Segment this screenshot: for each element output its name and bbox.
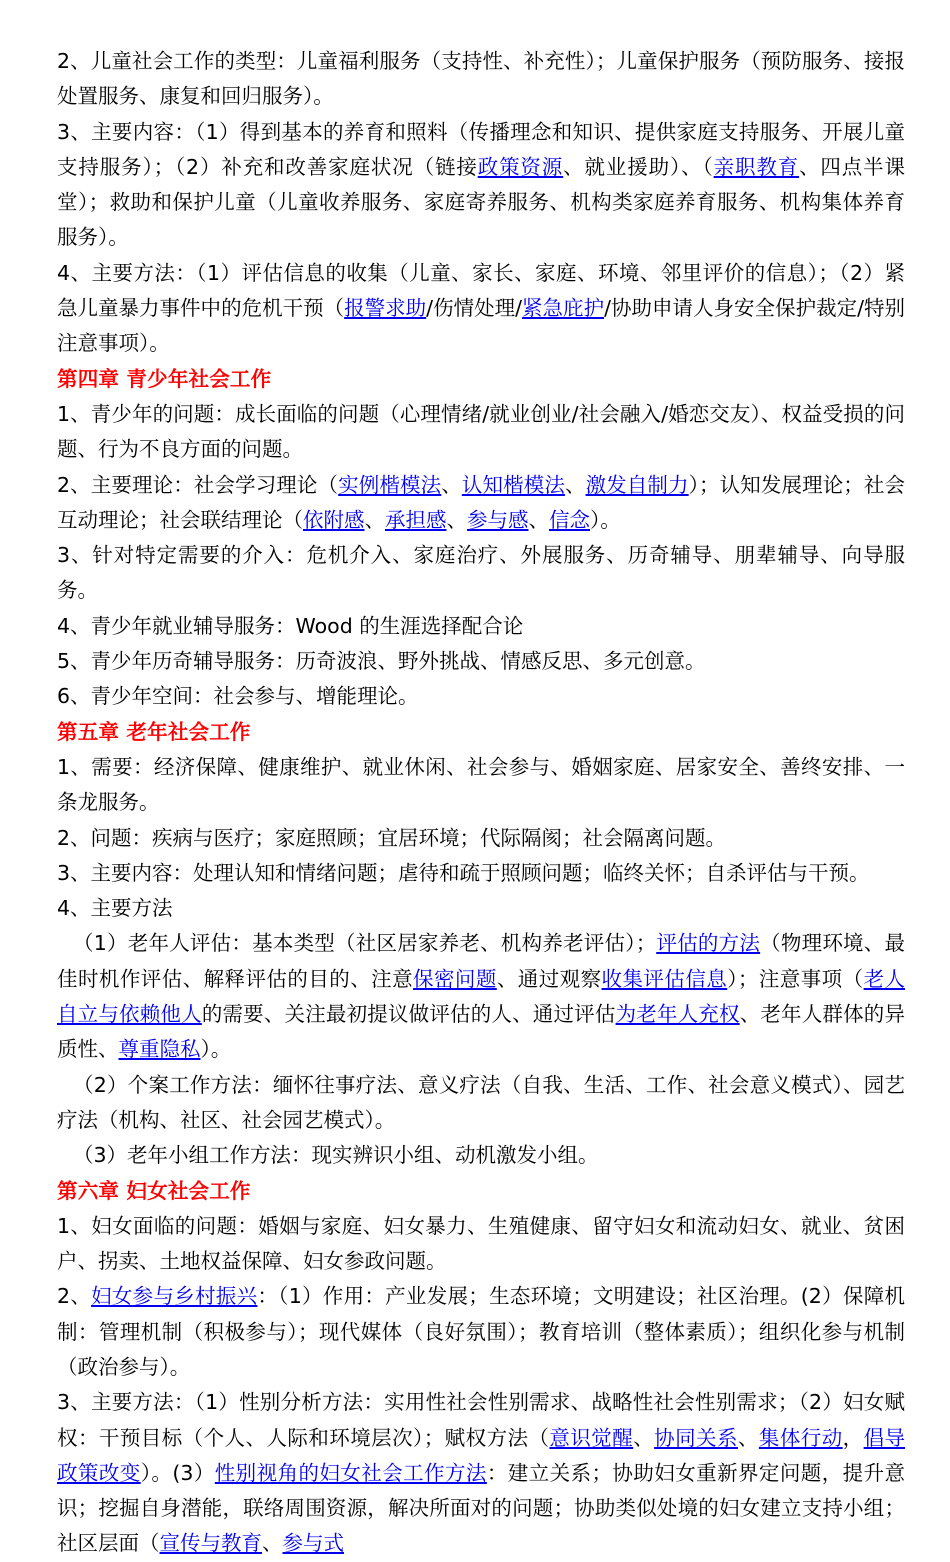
text-run: （1）老年人评估：基本类型（社区居家养老、机构养老评估）；: [73, 931, 657, 956]
body-paragraph: [57, 644, 905, 679]
text-run: 3、针对特定需要的介入：危机介入、家庭治疗、外展服务、历奇辅导、朋辈辅导、向导服务。: [57, 543, 905, 603]
hyperlink[interactable]: 老人自立与依赖他人: [57, 966, 906, 1027]
hyperlink[interactable]: 信念: [549, 507, 590, 532]
hyperlink[interactable]: 亲职教育: [713, 154, 800, 179]
text-run: 、: [737, 1425, 759, 1450]
hyperlink[interactable]: 尊重隐私: [118, 1037, 201, 1062]
hyperlink[interactable]: 协同关系: [654, 1425, 738, 1450]
text-run: （2）个案工作方法：缅怀往事疗法、意义疗法（自我、生活、工作、社会意义模式）、园艺疗法（机构、社区、社会园艺模式）。: [57, 1072, 905, 1132]
text-run: 1、妇女面临的问题：婚姻与家庭、妇女暴力、生殖健康、留守妇女和流动妇女、就业、贫困户、拐卖、土地权益保障、妇女参政问题。: [57, 1213, 905, 1274]
text-run: 、老年人群体的异质性、: [57, 1002, 905, 1062]
text-run: 、: [441, 472, 462, 497]
chapter-heading: 第五章 老年社会工作: [57, 719, 251, 744]
text-run: （3）老年小组工作方法：现实辨识小组、动机激发小组。: [73, 1143, 599, 1168]
body-paragraph: [57, 679, 905, 714]
text-run: 3、主要内容：处理认知和情绪问题；虐待和疏于照顾问题；临终关怀；自杀评估与干预。: [57, 860, 870, 885]
body-paragraph: [57, 468, 905, 539]
hyperlink[interactable]: 紧急庇护: [522, 296, 605, 321]
body-paragraph: [57, 538, 905, 609]
text-run: ，: [842, 1425, 864, 1450]
text-run: 4、主要方法: [57, 896, 173, 921]
text-run: 4、主要方法：（1）评估信息的收集（儿童、家长、家庭、环境、邻里评价的信息）；（2）紧急儿童暴力事件中的危机干预（: [57, 260, 905, 321]
text-run: 、: [262, 1531, 283, 1556]
hyperlink[interactable]: 倡导政策改变: [57, 1425, 906, 1485]
text-run: ）；注意事项（: [727, 966, 864, 991]
chapter-heading: 第六章 妇女社会工作: [57, 1178, 251, 1203]
hyperlink[interactable]: 参与感: [467, 507, 529, 532]
hyperlink[interactable]: 收集评估信息: [601, 966, 728, 991]
body-paragraph: [57, 1138, 905, 1173]
document-body: [57, 44, 905, 1562]
hyperlink[interactable]: 妇女参与乡村振兴: [91, 1284, 258, 1309]
text-run: 1、青少年的问题：成长面临的问题（心理情绪/就业创业/社会融入/婚恋交友）、权益受损的问题、行为不良方面的问题。: [57, 401, 905, 462]
hyperlink[interactable]: 保密问题: [413, 966, 497, 991]
body-paragraph: [57, 750, 905, 821]
text-run: /协助申请人身安全保护裁定/特别注意事项）。: [57, 296, 906, 356]
body-paragraph: [57, 926, 905, 1067]
hyperlink[interactable]: 意识觉醒: [549, 1425, 634, 1450]
text-run: 、: [564, 472, 586, 497]
body-paragraph: [57, 1279, 905, 1385]
hyperlink[interactable]: 评估的方法: [656, 931, 761, 956]
body-paragraph: [57, 856, 905, 891]
text-run: ：建立关系；协助妇女重新界定问题，提升意识；挖掘自身潜能，联络周围资源，解决所面对的问题；协助类似处境的妇女建立支持小组；社区层面（: [57, 1460, 906, 1556]
hyperlink[interactable]: 实例楷模法: [338, 472, 442, 497]
hyperlink[interactable]: 依附感: [303, 507, 365, 532]
hyperlink[interactable]: 承担感: [385, 507, 447, 532]
text-run: 、: [446, 507, 467, 532]
body-paragraph: [57, 115, 905, 256]
body-paragraph: [57, 891, 905, 926]
body-paragraph: [57, 1209, 905, 1280]
text-run: 的需要、关注最初提议做评估的人、通过评估: [201, 1002, 616, 1027]
text-run: 2、: [57, 1284, 92, 1309]
text-run: 4、青少年就业辅导服务：Wood 的生涯选择配合论: [57, 613, 524, 638]
body-paragraph: [57, 397, 905, 468]
text-run: 3、主要内容：（1）得到基本的养育和照料（传播理念和知识、提供家庭支持服务、开展儿童支持服务）；（2）补充和改善家庭状况（链接: [57, 119, 905, 179]
hyperlink[interactable]: 集体行动: [758, 1425, 843, 1450]
hyperlink[interactable]: 报警求助: [344, 296, 427, 321]
text-run: 5、青少年历奇辅导服务：历奇波浪、野外挑战、情感反思、多元创意。: [57, 649, 706, 674]
text-run: 3、主要方法：（1）性别分析方法：实用性社会性别需求、战略性社会性别需求；（2）妇女赋权：干预目标（个人、人际和环境层次）；赋权方法（: [57, 1390, 905, 1450]
hyperlink[interactable]: 激发自制力: [585, 472, 689, 497]
chapter-heading: 第四章 青少年社会工作: [57, 366, 272, 391]
body-paragraph: [57, 44, 905, 115]
text-run: /伤情处理/: [426, 296, 523, 321]
text-run: 、通过观察: [496, 966, 602, 991]
body-paragraph: [57, 256, 905, 362]
text-run: 、: [528, 507, 549, 532]
text-run: 1、需要：经济保障、健康维护、就业休闲、社会参与、婚姻家庭、居家安全、善终安排、一条龙服务。: [57, 754, 905, 815]
body-paragraph: [57, 609, 905, 644]
hyperlink[interactable]: 政策资源: [477, 154, 564, 179]
hyperlink[interactable]: 参与式: [282, 1531, 344, 1556]
hyperlink[interactable]: 宣传与教育: [159, 1531, 262, 1556]
hyperlink[interactable]: 认知楷模法: [461, 472, 565, 497]
text-run: ）；认知发展理论；社会互动理论；社会联结理论（: [57, 472, 906, 532]
body-paragraph: [57, 1068, 905, 1139]
text-run: ：（1）作用：产业发展；生态环境；文明建设；社区治理。(2）保障机制：管理机制（积极参与）；现代媒体（良好氛围）；教育培训（整体素质）；组织化参与机制（政治参与）。: [57, 1284, 905, 1379]
text-run: 2、儿童社会工作的类型：儿童福利服务（支持性、补充性）；儿童保护服务（预防服务、接报处置服务、康复和回归服务）。: [57, 49, 905, 109]
text-run: ）。: [200, 1037, 232, 1062]
body-paragraph: [57, 821, 905, 856]
hyperlink[interactable]: 性别视角的妇女社会工作方法: [214, 1460, 487, 1485]
text-run: 2、主要理论：社会学习理论（: [57, 472, 339, 497]
text-run: 、: [364, 507, 385, 532]
text-run: （物理环境、最佳时机作评估、解释评估的目的、注意: [57, 931, 906, 991]
hyperlink[interactable]: 为老年人充权: [615, 1002, 740, 1027]
text-run: ）。: [590, 507, 621, 532]
text-run: 2、问题：疾病与医疗；家庭照顾；宜居环境；代际隔阂；社会隔离问题。: [57, 825, 727, 850]
text-run: 、四点半课堂）；救助和保护儿童（儿童收养服务、家庭寄养服务、机构类家庭养育服务、机构集体养育服务）。: [57, 154, 906, 250]
text-run: 6、青少年空间：社会参与、增能理论。: [57, 684, 419, 709]
text-run: 、就业援助）、（: [563, 154, 714, 179]
text-run: ）。(3）: [140, 1460, 215, 1485]
text-run: 、: [633, 1425, 655, 1450]
body-paragraph: [57, 1385, 905, 1561]
